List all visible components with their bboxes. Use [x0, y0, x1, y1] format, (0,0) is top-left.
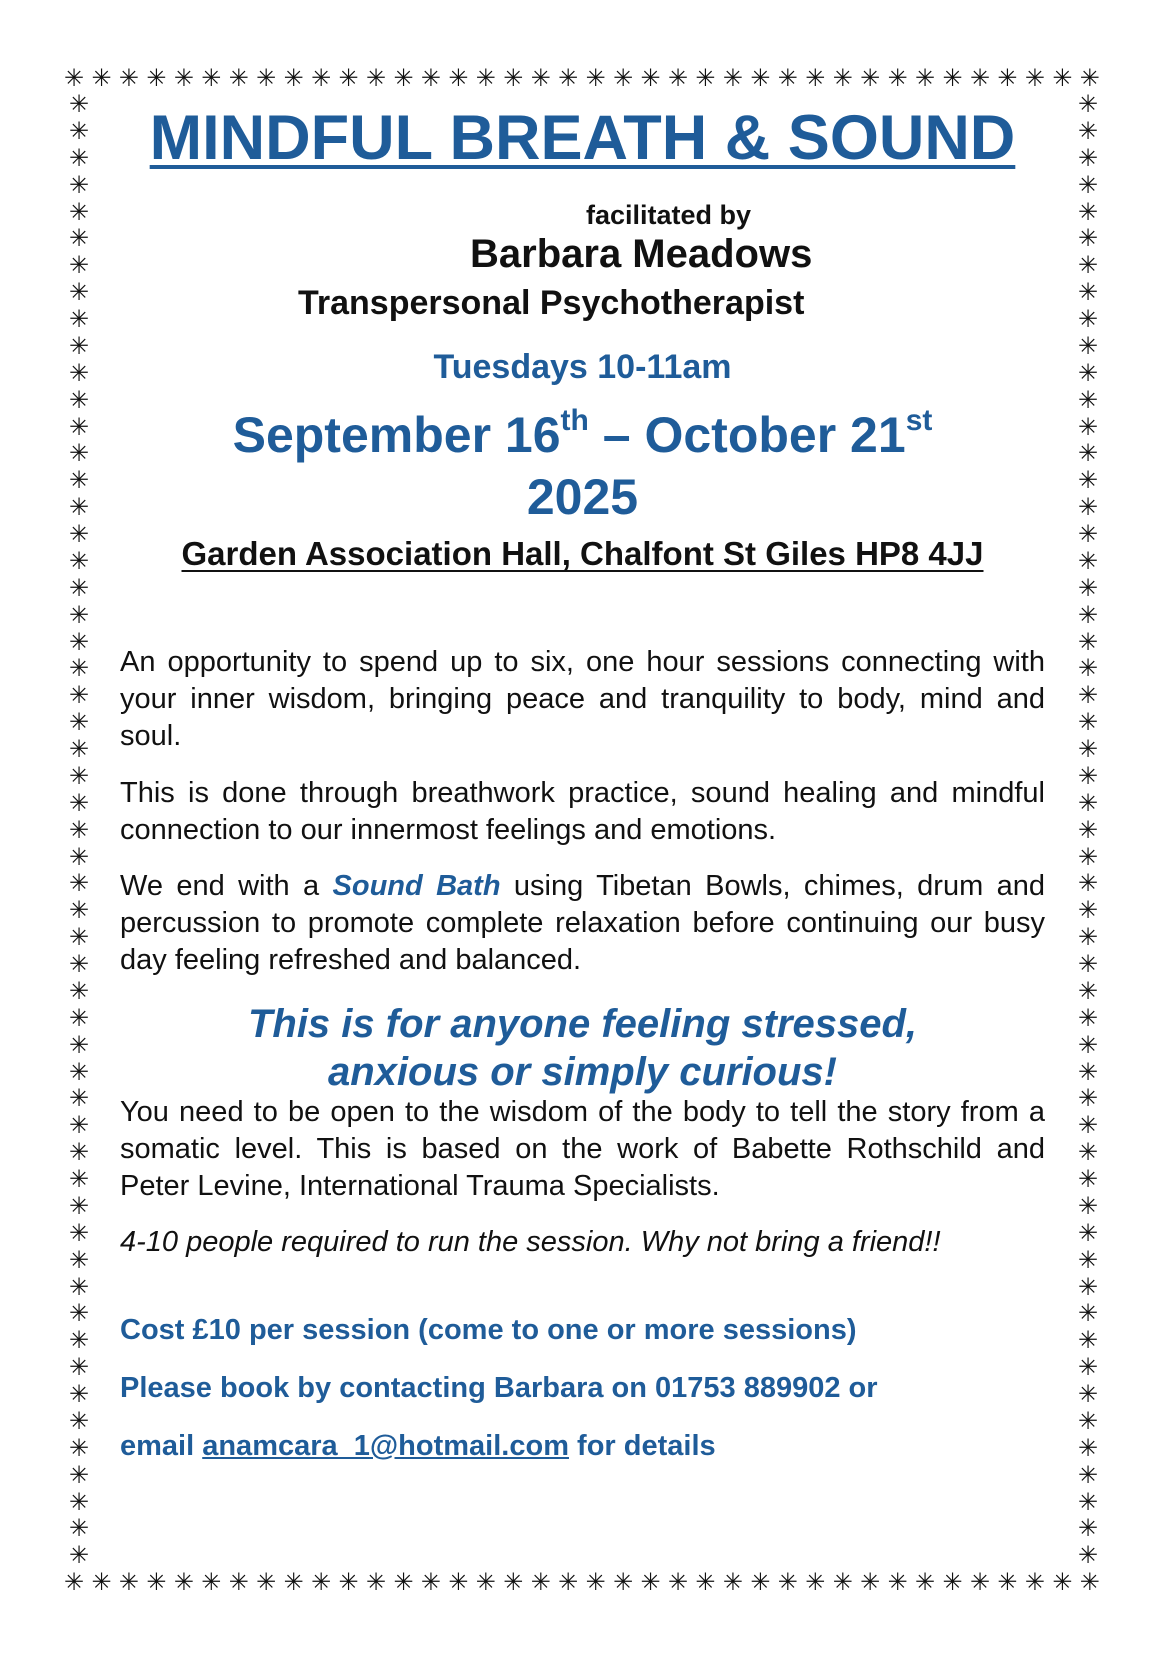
border-star-icon: ✳	[68, 951, 90, 978]
border-star-icon: ✳	[68, 306, 90, 333]
border-star-icon: ✳	[1077, 1381, 1099, 1408]
border-star-icon: ✳	[1077, 547, 1099, 575]
sound-bath-highlight: Sound Bath	[332, 870, 501, 902]
border-star-icon: ✳	[1077, 279, 1099, 307]
session-schedule: Tuesdays 10-11am	[433, 348, 732, 386]
description-paragraph-1: An opportunity to spend up to six, one hour sessions connecting with your inner wisdom, bringing peace and tranquility to body, mind and soul.	[120, 646, 1045, 752]
border-star-icon: ✳	[338, 1570, 359, 1596]
border-star-icon: ✳	[1077, 225, 1099, 253]
border-star-icon: ✳	[1024, 66, 1045, 92]
border-star-icon: ✳	[64, 1570, 85, 1596]
border-star-icon: ✳	[1077, 494, 1099, 522]
border-star-icon: ✳	[68, 440, 90, 468]
border-star-icon: ✳	[448, 1570, 469, 1596]
border-star-icon: ✳	[503, 1570, 524, 1596]
border-star-icon: ✳	[530, 66, 551, 92]
border-star-icon: ✳	[1077, 843, 1099, 871]
border-top	[64, 66, 1100, 92]
border-star-icon: ✳	[887, 1570, 908, 1596]
border-star-icon: ✳	[1077, 521, 1099, 548]
border-star-icon: ✳	[475, 1570, 496, 1596]
border-star-icon: ✳	[1077, 1058, 1099, 1086]
border-star-icon: ✳	[667, 1570, 689, 1596]
description-paragraph-4: You need to be open to the wisdom of the body to tell the story from a somatic level. This is based on the work of Babette Rothschild and Peter Levine, International Trauma Specialists.	[120, 1096, 1045, 1202]
border-star-icon: ✳	[338, 66, 359, 92]
border-star-icon: ✳	[68, 789, 90, 817]
border-star-icon: ✳	[68, 279, 90, 307]
border-star-icon: ✳	[1077, 1354, 1099, 1382]
border-star-icon: ✳	[283, 1570, 304, 1596]
border-star-icon: ✳	[1024, 1570, 1045, 1596]
border-star-icon: ✳	[448, 66, 469, 92]
border-star-icon: ✳	[68, 117, 90, 145]
border-star-icon: ✳	[997, 1570, 1018, 1596]
border-star-icon: ✳	[68, 144, 90, 172]
border-star-icon: ✳	[365, 66, 387, 92]
border-star-icon: ✳	[64, 66, 85, 92]
border-star-icon: ✳	[68, 897, 90, 925]
border-star-icon: ✳	[68, 467, 90, 495]
border-star-icon: ✳	[1079, 66, 1100, 92]
border-star-icon: ✳	[365, 1570, 387, 1596]
border-star-icon: ✳	[667, 66, 689, 92]
date-year: 2025	[526, 469, 639, 525]
border-star-icon: ✳	[860, 1570, 881, 1596]
border-star-icon: ✳	[832, 1570, 853, 1596]
border-star-icon: ✳	[1077, 252, 1099, 280]
border-star-icon: ✳	[146, 1570, 167, 1596]
border-star-icon: ✳	[1077, 709, 1099, 737]
border-star-icon: ✳	[68, 1139, 90, 1167]
border-star-icon: ✳	[695, 66, 716, 92]
border-star-icon: ✳	[68, 1461, 90, 1489]
border-star-icon: ✳	[68, 1246, 90, 1274]
audience-tagline: This is for anyone feeling stressed, anxious or simply curious!	[247, 1002, 918, 1094]
border-star-icon: ✳	[393, 1570, 414, 1596]
border-star-icon: ✳	[1077, 1542, 1099, 1570]
border-star-icon: ✳	[1077, 1246, 1099, 1274]
border-star-icon: ✳	[228, 1570, 249, 1596]
border-star-icon: ✳	[969, 66, 991, 92]
border-star-icon: ✳	[91, 66, 112, 92]
border-star-icon: ✳	[1077, 789, 1099, 817]
facilitator-role: Transpersonal Psychotherapist	[298, 284, 805, 322]
border-star-icon: ✳	[805, 66, 826, 92]
border-star-icon: ✳	[68, 1327, 90, 1355]
border-star-icon: ✳	[68, 1085, 90, 1113]
border-star-icon: ✳	[393, 66, 414, 92]
border-star-icon: ✳	[68, 171, 90, 199]
venue-address: Garden Association Hall, Chalfont St Giles HP8 4JJ	[181, 535, 984, 572]
border-star-icon: ✳	[1077, 736, 1099, 763]
border-star-icon: ✳	[1077, 762, 1099, 790]
border-star-icon: ✳	[68, 1407, 90, 1435]
border-star-icon: ✳	[68, 521, 90, 548]
border-star-icon: ✳	[1077, 171, 1099, 199]
border-star-icon: ✳	[777, 1570, 798, 1596]
description-paragraph-2: This is done through breathwork practice, sound healing and mindful connection to our innermost feelings and emotions.	[120, 777, 1045, 846]
email-info: email anamcara_1@hotmail.com for details	[120, 1430, 716, 1462]
border-star-icon: ✳	[68, 709, 90, 737]
border-star-icon: ✳	[68, 1542, 90, 1570]
border-star-icon: ✳	[942, 66, 963, 92]
border-star-icon: ✳	[68, 494, 90, 522]
border-star-icon: ✳	[68, 574, 90, 602]
border-star-icon: ✳	[68, 655, 90, 683]
border-star-icon: ✳	[68, 1273, 90, 1301]
border-star-icon: ✳	[1077, 1461, 1099, 1489]
border-star-icon: ✳	[68, 1300, 90, 1328]
border-star-icon: ✳	[118, 1570, 140, 1596]
border-star-icon: ✳	[475, 66, 496, 92]
border-star-icon: ✳	[173, 1570, 194, 1596]
border-star-icon: ✳	[1077, 951, 1099, 978]
border-star-icon: ✳	[1077, 144, 1099, 172]
border-star-icon: ✳	[420, 66, 441, 92]
border-star-icon: ✳	[503, 66, 524, 92]
border-star-icon: ✳	[1077, 1085, 1099, 1113]
border-star-icon: ✳	[997, 66, 1018, 92]
border-star-icon: ✳	[1052, 66, 1073, 92]
border-star-icon: ✳	[1077, 332, 1099, 360]
border-star-icon: ✳	[68, 1434, 90, 1462]
border-star-icon: ✳	[832, 66, 853, 92]
border-star-icon: ✳	[887, 66, 908, 92]
border-star-icon: ✳	[68, 1058, 90, 1086]
border-star-icon: ✳	[68, 386, 90, 414]
border-star-icon: ✳	[695, 1570, 716, 1596]
border-star-icon: ✳	[68, 601, 90, 629]
border-star-icon: ✳	[942, 1570, 963, 1596]
border-star-icon: ✳	[68, 252, 90, 280]
booking-info: Please book by contacting Barbara on 01753 889902 or	[120, 1372, 878, 1404]
border-star-icon: ✳	[722, 66, 743, 92]
border-star-icon: ✳	[1077, 574, 1099, 602]
flyer-title: MINDFUL BREATH & SOUND	[149, 103, 1016, 173]
border-bottom	[64, 1570, 1100, 1596]
border-star-icon: ✳	[68, 92, 90, 118]
border-star-icon: ✳	[1077, 1434, 1099, 1462]
border-star-icon: ✳	[1077, 601, 1099, 629]
border-star-icon: ✳	[311, 66, 332, 92]
border-star-icon: ✳	[1077, 117, 1099, 145]
border-star-icon: ✳	[146, 66, 167, 92]
border-star-icon: ✳	[420, 1570, 441, 1596]
border-star-icon: ✳	[201, 1570, 222, 1596]
border-star-icon: ✳	[558, 1570, 579, 1596]
border-star-icon: ✳	[1077, 198, 1099, 226]
border-star-icon: ✳	[585, 66, 606, 92]
border-star-icon: ✳	[68, 816, 90, 844]
cost-info: Cost £10 per session (come to one or more sessions)	[120, 1314, 857, 1346]
border-star-icon: ✳	[68, 225, 90, 253]
border-star-icon: ✳	[201, 66, 222, 92]
border-star-icon: ✳	[68, 1515, 90, 1543]
border-star-icon: ✳	[640, 66, 661, 92]
border-star-icon: ✳	[68, 977, 90, 1005]
border-right	[1075, 92, 1101, 1570]
border-star-icon: ✳	[256, 66, 277, 92]
border-star-icon: ✳	[1079, 1570, 1100, 1596]
border-star-icon: ✳	[68, 359, 90, 387]
border-star-icon: ✳	[68, 1031, 90, 1059]
border-star-icon: ✳	[1077, 440, 1099, 468]
border-star-icon: ✳	[1077, 1327, 1099, 1355]
border-star-icon: ✳	[68, 1354, 90, 1382]
border-star-icon: ✳	[613, 66, 634, 92]
border-star-icon: ✳	[68, 870, 90, 898]
border-star-icon: ✳	[68, 1381, 90, 1408]
border-star-icon: ✳	[1077, 467, 1099, 495]
border-star-icon: ✳	[722, 1570, 743, 1596]
border-star-icon: ✳	[1077, 897, 1099, 925]
border-star-icon: ✳	[613, 1570, 634, 1596]
border-star-icon: ✳	[1077, 1031, 1099, 1059]
border-star-icon: ✳	[68, 1488, 90, 1516]
border-star-icon: ✳	[68, 1166, 90, 1193]
border-star-icon: ✳	[915, 1570, 936, 1596]
border-star-icon: ✳	[1077, 413, 1099, 441]
border-star-icon: ✳	[1077, 1166, 1099, 1193]
border-star-icon: ✳	[68, 843, 90, 871]
border-star-icon: ✳	[1077, 1004, 1099, 1032]
border-star-icon: ✳	[1077, 1273, 1099, 1301]
border-star-icon: ✳	[283, 66, 304, 92]
border-star-icon: ✳	[68, 1112, 90, 1140]
border-star-icon: ✳	[118, 66, 140, 92]
border-star-icon: ✳	[1077, 1488, 1099, 1516]
border-star-icon: ✳	[68, 628, 90, 656]
border-star-icon: ✳	[805, 1570, 826, 1596]
border-star-icon: ✳	[68, 198, 90, 226]
border-star-icon: ✳	[1077, 1515, 1099, 1543]
email-link[interactable]: anamcara_1@hotmail.com	[202, 1430, 569, 1462]
border-star-icon: ✳	[1077, 924, 1099, 952]
border-star-icon: ✳	[173, 66, 194, 92]
border-star-icon: ✳	[585, 1570, 606, 1596]
border-star-icon: ✳	[1077, 1139, 1099, 1167]
border-star-icon: ✳	[750, 1570, 771, 1596]
border-star-icon: ✳	[1077, 359, 1099, 387]
group-size-note: 4-10 people required to run the session. Why not bring a friend!!	[120, 1226, 941, 1258]
border-star-icon: ✳	[530, 1570, 551, 1596]
border-star-icon: ✳	[68, 1219, 90, 1247]
border-star-icon: ✳	[1077, 1192, 1099, 1220]
description-paragraph-3: We end with a Sound Bath using Tibetan Bowls, chimes, drum and percussion to promote complete relaxation before continuing our busy day feeling refreshed and balanced.	[120, 870, 1045, 976]
border-star-icon: ✳	[1077, 386, 1099, 414]
border-star-icon: ✳	[68, 1192, 90, 1220]
border-star-icon: ✳	[915, 66, 936, 92]
border-star-icon: ✳	[1052, 1570, 1073, 1596]
border-star-icon: ✳	[860, 66, 881, 92]
border-star-icon: ✳	[68, 762, 90, 790]
border-star-icon: ✳	[256, 1570, 277, 1596]
border-star-icon: ✳	[1077, 306, 1099, 333]
border-star-icon: ✳	[68, 736, 90, 763]
date-range: September 16th – October 21st 2025	[232, 404, 933, 525]
border-star-icon: ✳	[91, 1570, 112, 1596]
border-star-icon: ✳	[1077, 92, 1099, 118]
border-star-icon: ✳	[68, 924, 90, 952]
border-star-icon: ✳	[1077, 870, 1099, 898]
border-star-icon: ✳	[1077, 1219, 1099, 1247]
border-star-icon: ✳	[228, 66, 249, 92]
border-star-icon: ✳	[68, 547, 90, 575]
border-star-icon: ✳	[777, 66, 798, 92]
border-star-icon: ✳	[68, 1004, 90, 1032]
border-star-icon: ✳	[558, 66, 579, 92]
border-star-icon: ✳	[311, 1570, 332, 1596]
facilitator-name: Barbara Meadows	[470, 232, 813, 276]
border-star-icon: ✳	[1077, 1407, 1099, 1435]
border-star-icon: ✳	[68, 413, 90, 441]
border-star-icon: ✳	[1077, 655, 1099, 683]
facilitated-by-label: facilitated by	[586, 200, 752, 230]
border-star-icon: ✳	[750, 66, 771, 92]
border-star-icon: ✳	[1077, 1112, 1099, 1140]
border-star-icon: ✳	[68, 682, 90, 710]
border-star-icon: ✳	[969, 1570, 991, 1596]
border-star-icon: ✳	[68, 332, 90, 360]
border-star-icon: ✳	[640, 1570, 661, 1596]
border-star-icon: ✳	[1077, 1300, 1099, 1328]
border-star-icon: ✳	[1077, 682, 1099, 710]
border-star-icon: ✳	[1077, 977, 1099, 1005]
border-star-icon: ✳	[1077, 628, 1099, 656]
border-star-icon: ✳	[1077, 816, 1099, 844]
border-left	[66, 92, 92, 1570]
